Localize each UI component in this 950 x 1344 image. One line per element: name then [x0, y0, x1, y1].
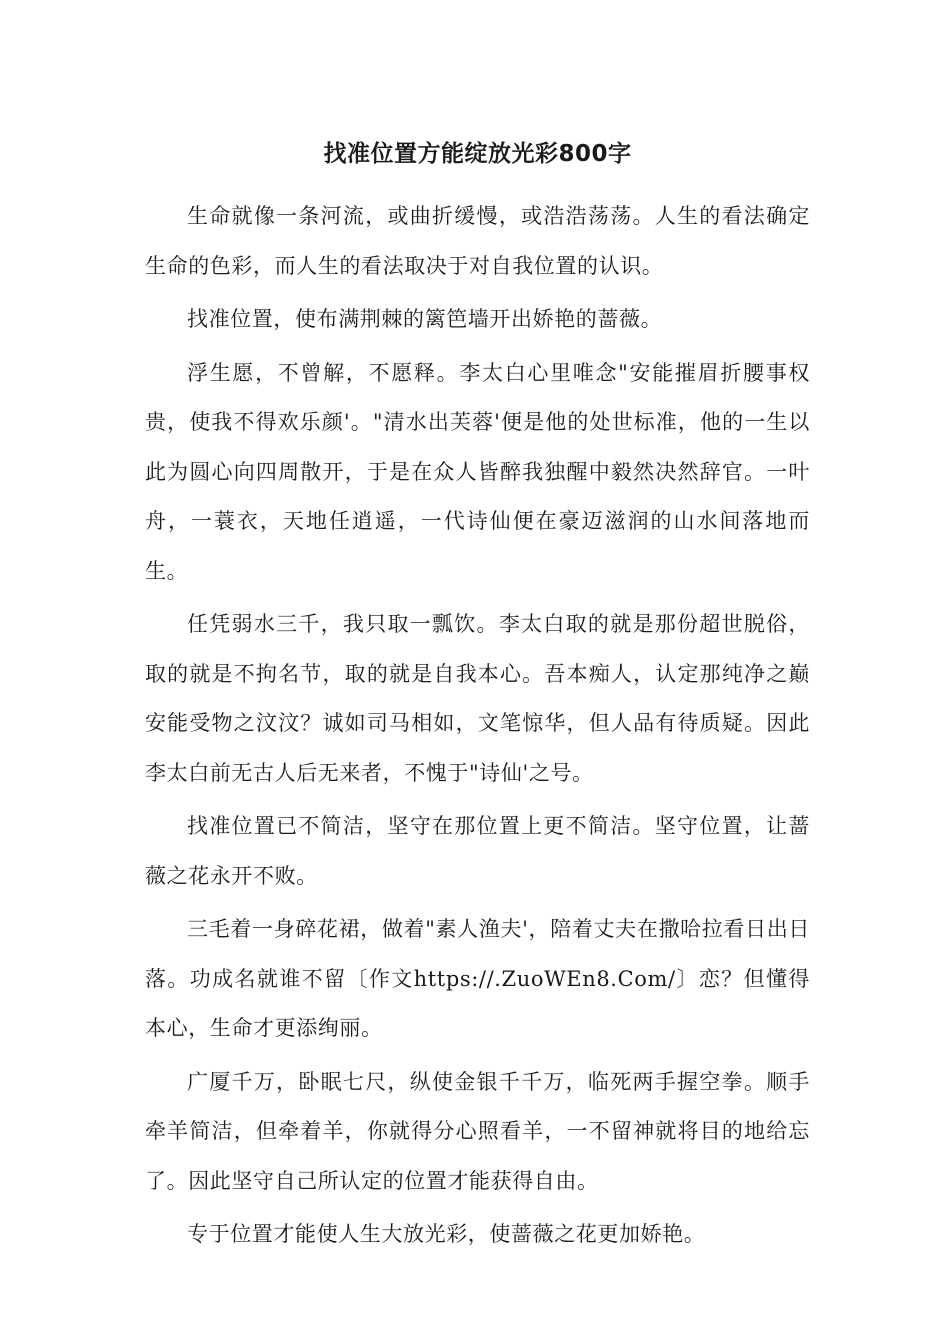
paragraph-5: 找准位置已不简洁，坚守在那位置上更不简洁。坚守位置，让蔷薇之花永开不败。	[145, 814, 810, 888]
document-body	[145, 192, 810, 1260]
paragraph-1: 生命就像一条河流，或曲折缓慢，或浩浩荡荡。人生的看法确定生命的色彩，而人生的看法取决于对自我位置的认识。	[145, 204, 810, 278]
paragraph-4: 任凭弱水三千，我只取一瓢饮。李太白取的就是那份超世脱俗，取的就是不拘名节，取的就是自我本心。吾本痴人，认定那纯净之巅安能受物之汶汶？诚如司马相如，文笔惊华，但人品有待质疑。因此李太白前无古人后无来者，不愧于"诗仙'之号。	[145, 612, 810, 785]
paragraph-8: 专于位置才能使人生大放光彩，使蔷薇之花更加娇艳。	[187, 1222, 706, 1246]
paragraph-3: 浮生愿，不曾解，不愿释。李太白心里唯念"安能摧眉折腰事权贵，使我不得欢乐颜'。"清水出芙蓉'便是他的处世标准，他的一生以此为圆心向四周散开，于是在众人皆醉我独醒中毅然决然辞官。一叶舟，一蓑衣，天地任逍遥，一代诗仙便在豪迈滋润的山水间落地而生。	[145, 360, 810, 583]
document-title: 找准位置方能绽放光彩800字	[323, 141, 632, 167]
paragraph-6: 三毛着一身碎花裙，做着"素人渔夫'，陪着丈夫在撒哈拉看日出日落。功成名就谁不留〔作文https://.ZuoWEn8.Com/〕恋？但懂得本心，生命才更添绚丽。	[145, 917, 810, 1040]
paragraph-2: 找准位置，使布满荆棘的篱笆墙开出娇艳的蔷薇。	[187, 307, 663, 331]
paragraph-7: 广厦千万，卧眠七尺，纵使金银千千万，临死两手握空拳。顺手牵羊简洁，但牵着羊，你就得分心照看羊，一不留神就将目的地给忘了。因此坚守自己所认定的位置才能获得自由。	[145, 1069, 810, 1193]
